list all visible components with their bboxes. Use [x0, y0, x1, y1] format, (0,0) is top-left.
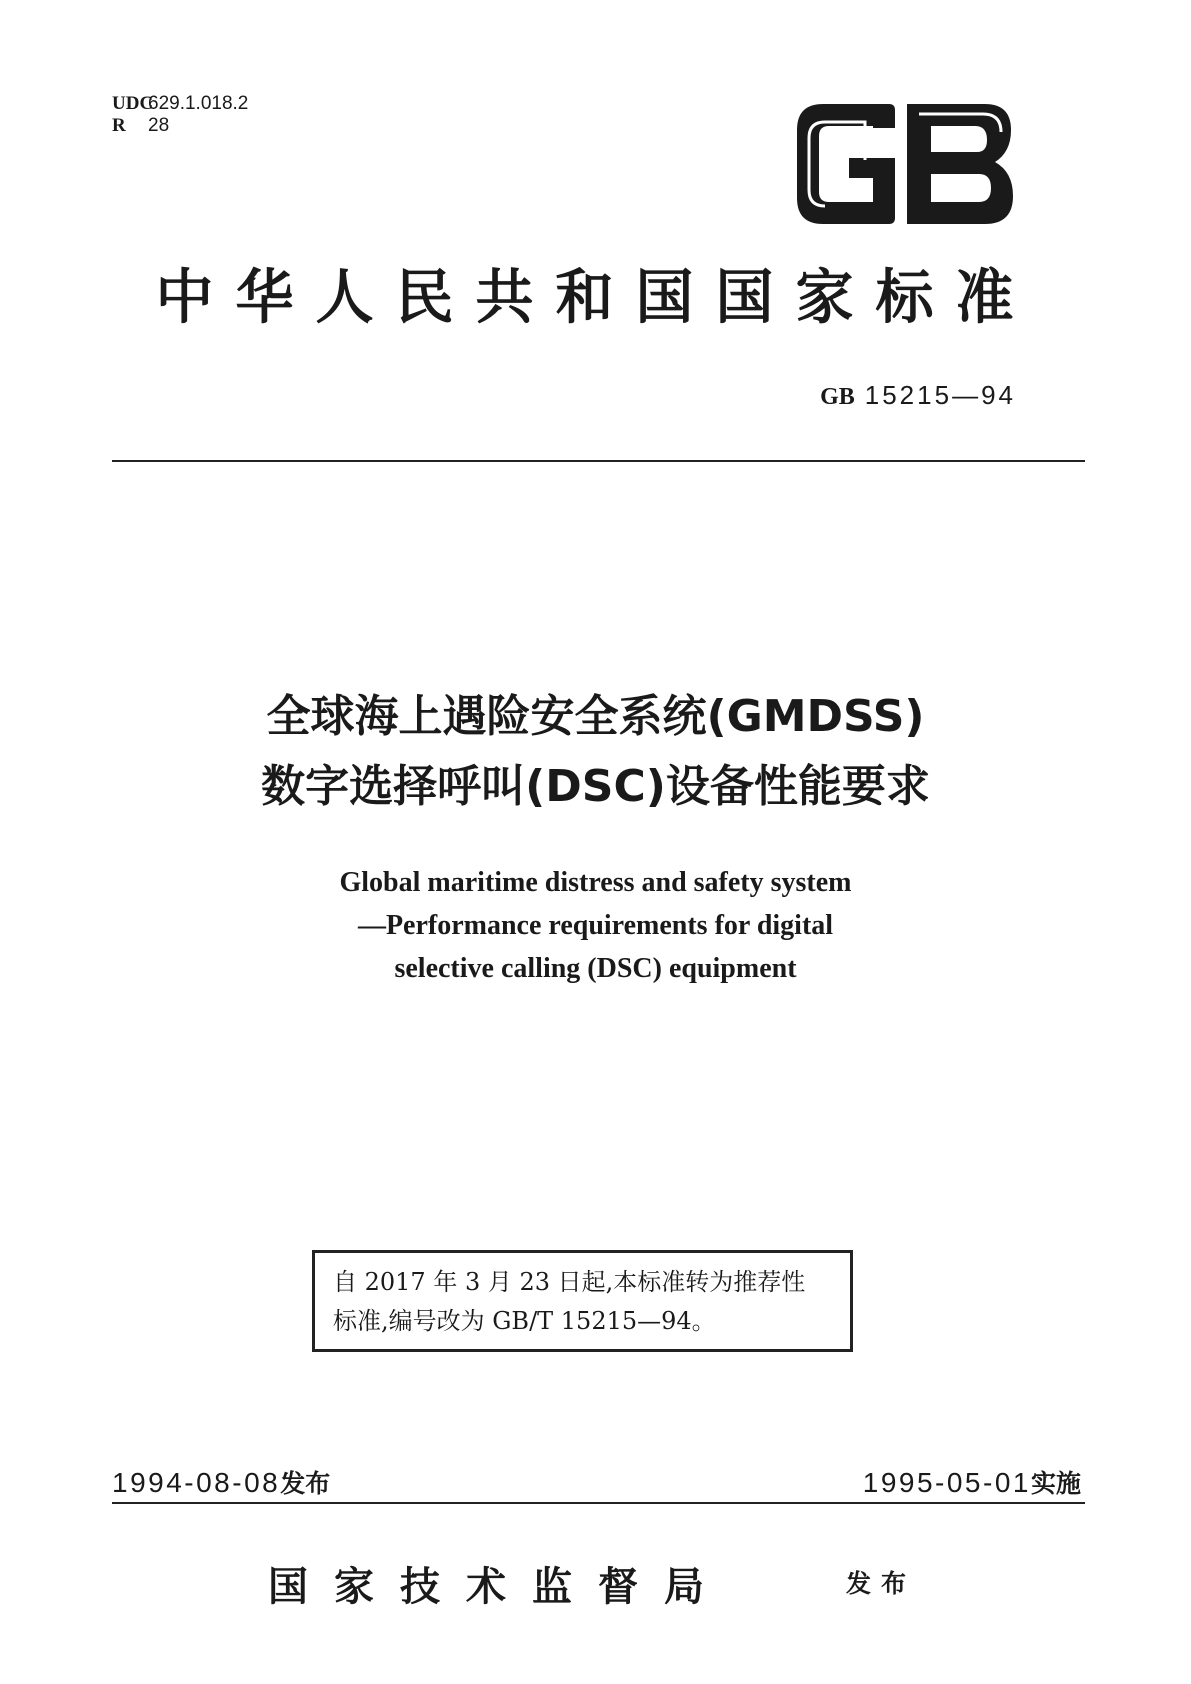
- title-cn-line-1: 全球海上遇险安全系统(GMDSS): [266, 691, 925, 742]
- udc-value: 629.1.018.2: [148, 93, 249, 114]
- issue-date: [112, 1464, 330, 1500]
- effective-date-suffix: 实施: [1030, 1469, 1081, 1498]
- category-classification: [112, 115, 169, 137]
- udc-classification: [112, 93, 248, 115]
- udc-label: UDC: [112, 93, 154, 114]
- issue-date-value: 1994-08-08: [112, 1467, 281, 1498]
- effective-date: [863, 1464, 1081, 1500]
- header-divider: [112, 460, 1085, 462]
- standard-number: [820, 380, 1016, 411]
- issuing-action: 发布: [846, 1569, 917, 1598]
- effective-date-value: 1995-05-01: [862, 1467, 1031, 1498]
- title-en-line-2: —Performance requirements for digital: [357, 910, 834, 941]
- national-standard-title: 中华人民共和国国家标准: [155, 262, 1036, 332]
- standard-number-value: 15215—94: [864, 380, 1016, 410]
- issue-date-suffix: 发布: [280, 1469, 331, 1498]
- title-en-line-1: Global maritime distress and safety system: [339, 867, 852, 898]
- gb-standard-logo-icon: [795, 102, 1015, 226]
- status-notice-box: [312, 1250, 853, 1352]
- notice-line-1: 自 2017 年 3 月 23 日起,本标准转为推荐性: [333, 1268, 806, 1296]
- category-value: 28: [148, 115, 170, 136]
- notice-line-2: 标准,编号改为 GB/T 15215—94。: [333, 1307, 716, 1335]
- footer-divider: [112, 1502, 1085, 1504]
- title-cn-line-2: 数字选择呼叫(DSC)设备性能要求: [261, 761, 930, 812]
- title-en-line-3: selective calling (DSC) equipment: [394, 953, 797, 984]
- issuing-authority: 国家技术监督局: [268, 1564, 730, 1610]
- standard-number-prefix: GB: [820, 384, 855, 410]
- category-label: R: [112, 115, 126, 136]
